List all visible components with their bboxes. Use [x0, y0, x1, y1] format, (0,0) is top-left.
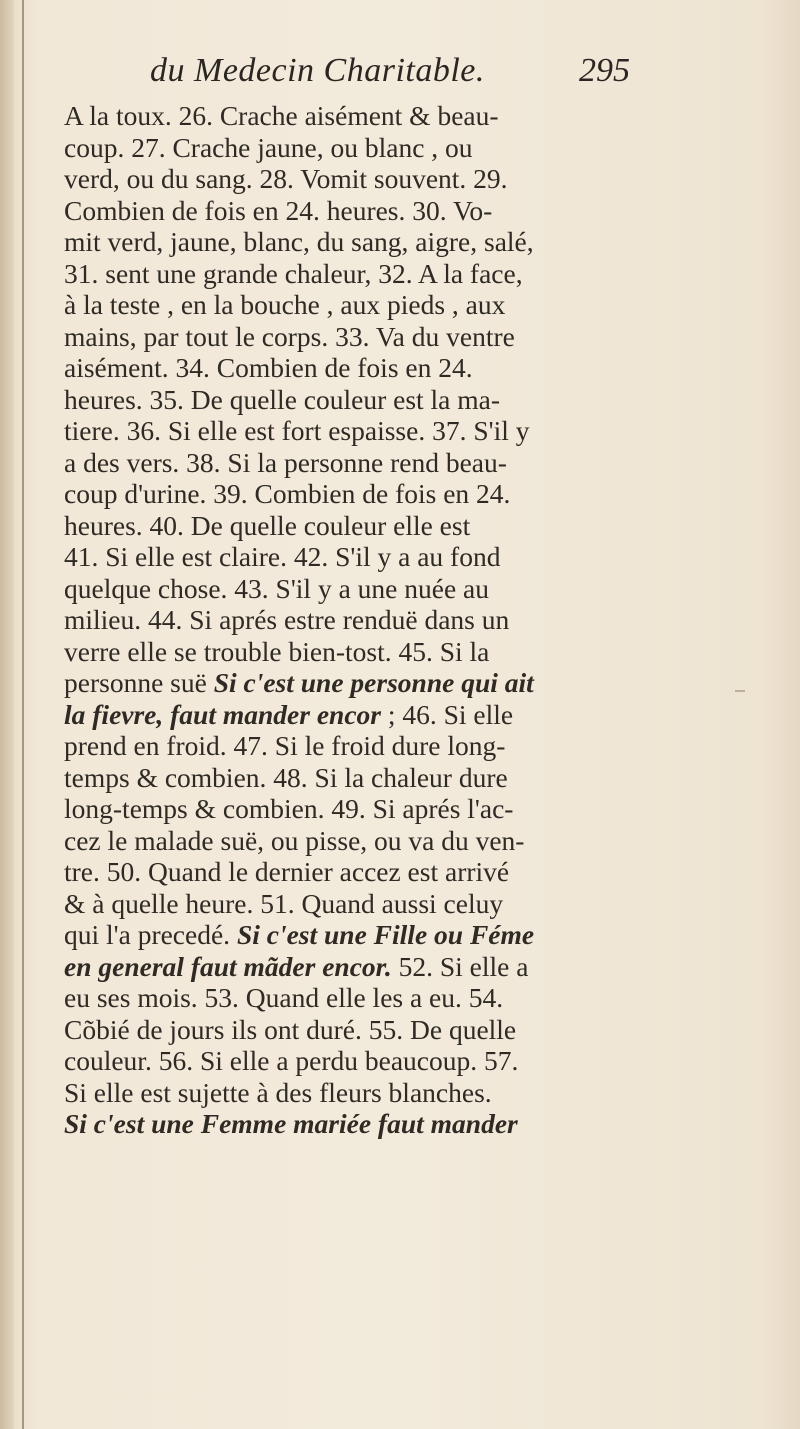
text-segment: coup d'urine. 39. Combien de fois en 24. [64, 478, 511, 509]
text-line [64, 699, 634, 731]
text-segment: cez le malade suë, ou pisse, ou va du ven- [64, 824, 525, 856]
text-segment: a des vers. 38. Si la personne rend beau- [64, 446, 507, 478]
text-segment: aisément. 34. Combien de fois en 24. [64, 352, 473, 383]
text-line [64, 888, 634, 920]
text-line [64, 919, 634, 951]
page-header [150, 52, 630, 102]
text-segment: coup. 27. Crache jaune, ou blanc , ou [64, 131, 473, 163]
text-segment: temps & combien. 48. Si la chaleur dure [64, 761, 508, 793]
text-line [64, 352, 634, 384]
text-segment: tre. 50. Quand le dernier accez est arrivé [64, 856, 510, 887]
text-line [64, 163, 634, 195]
text-segment: A la toux. 26. Crache aisément & beau- [64, 100, 499, 131]
text-line [64, 951, 634, 983]
text-line [64, 478, 634, 510]
text-segment: Si elle est sujette à des fleurs blanches. [64, 1076, 492, 1108]
text-line [64, 762, 634, 794]
italic-text-segment: Si c'est une Femme mariée faut mander [64, 1108, 518, 1139]
text-line [64, 636, 634, 668]
italic-text-segment: Si c'est une Fille ou Féme [236, 919, 535, 950]
italic-text-segment: en general faut mãder encor. [64, 950, 392, 982]
text-line [64, 384, 634, 416]
text-line [64, 1045, 634, 1077]
text-line [64, 982, 634, 1014]
text-segment: tiere. 36. Si elle est fort espaisse. 37. S'il y [64, 415, 530, 446]
text-segment: verre elle se trouble bien-tost. 45. Si la [64, 635, 490, 667]
text-segment: Cõbié de jours ils ont duré. 55. De quelle [64, 1013, 517, 1045]
text-line [64, 258, 634, 290]
text-line [64, 1077, 634, 1109]
text-segment: verd, ou du sang. 28. Vomit souvent. 29. [64, 163, 508, 194]
running-title: du Medecin Charitable. [150, 52, 485, 89]
text-line [64, 321, 634, 353]
text-line [64, 1108, 634, 1140]
text-segment: couleur. 56. Si elle a perdu beaucoup. 57. [64, 1045, 519, 1076]
text-segment: quelque chose. 43. S'il y a une nuée au [64, 572, 489, 604]
text-line [64, 667, 634, 699]
text-line [64, 1014, 634, 1046]
text-segment: ; 46. Si elle [380, 698, 514, 730]
page-gutter [0, 0, 14, 1429]
paper-mark [735, 690, 745, 692]
text-segment: & à quelle heure. 51. Quand aussi celuy [64, 887, 504, 919]
text-segment: long-temps & combien. 49. Si aprés l'ac- [64, 793, 514, 824]
text-segment: à la teste , en la bouche , aux pieds , aux [64, 289, 506, 320]
text-segment: milieu. 44. Si aprés estre renduë dans un [64, 604, 510, 635]
text-line [64, 730, 634, 762]
italic-text-segment: la fievre, faut mander encor [64, 698, 381, 730]
page-number: 295 [579, 52, 630, 89]
text-segment: Combien de fois en 24. heures. 30. Vo- [64, 194, 493, 226]
text-line [64, 825, 634, 857]
text-line [64, 541, 634, 573]
text-line [64, 510, 634, 542]
text-line [64, 226, 634, 258]
text-line [64, 793, 634, 825]
text-segment: heures. 35. De quelle couleur est la ma- [64, 383, 501, 415]
text-segment: 41. Si elle est claire. 42. S'il y a au fond [64, 541, 501, 572]
binding-line [22, 0, 24, 1429]
text-line [64, 289, 634, 321]
text-line [64, 100, 634, 132]
text-segment: qui l'a precedé. [64, 919, 237, 950]
text-segment: mains, par tout le corps. 33. Va du ventre [64, 320, 515, 352]
text-line [64, 573, 634, 605]
italic-text-segment: Si c'est une personne qui ait [213, 667, 534, 698]
text-segment: 31. sent une grande chaleur, 32. A la face, [64, 257, 523, 289]
text-line [64, 415, 634, 447]
text-segment: heures. 40. De quelle couleur elle est [64, 509, 471, 541]
text-line [64, 132, 634, 164]
text-segment: eu ses mois. 53. Quand elle les a eu. 54. [64, 982, 504, 1013]
text-segment: prend en froid. 47. Si le froid dure long- [64, 730, 506, 761]
text-line [64, 447, 634, 479]
text-segment: mit verd, jaune, blanc, du sang, aigre, salé, [64, 226, 534, 257]
text-line [64, 604, 634, 636]
text-line [64, 195, 634, 227]
body-text [64, 100, 634, 1140]
text-segment: personne suë [64, 667, 214, 698]
text-segment: 52. Si elle a [391, 950, 529, 982]
text-line [64, 856, 634, 888]
